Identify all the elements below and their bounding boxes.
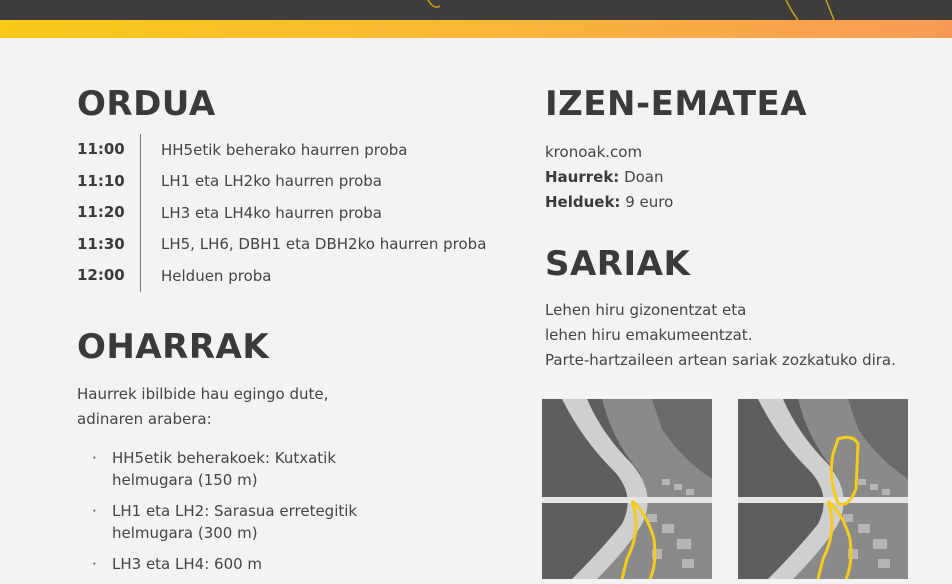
list-item [92,447,422,491]
schedule-desc: LH5, LH6, DBH1 eta DBH2ko haurren proba [161,235,487,254]
header-decoration [0,0,952,20]
kids-value: Doan [624,168,664,186]
list-item-line: helmugara (150 m) [112,471,258,489]
schedule-desc: Helduen proba [161,266,272,285]
prizes-line: lehen hiru emakumeentzat. [545,326,753,344]
schedule-list [77,134,486,292]
list-item [92,500,422,544]
list-item-line: LH1 eta LH2: Sarasua erretegitik [112,502,358,520]
kids-label: Haurrek: [545,168,620,186]
header-color-stripe [0,20,952,38]
header-bar [0,0,952,20]
list-item-line: LH3 eta LH4: 600 m [112,555,263,573]
schedule-row [77,134,486,166]
schedule-desc: LH3 eta LH4ko haurren proba [161,203,382,222]
schedule-time: 11:10 [77,166,141,198]
list-item-line: HH5etik beherakoek: Kutxatik [112,449,337,467]
bullet-dot: · [92,502,97,520]
route-map-long [738,399,908,579]
adults-label: Helduek: [545,193,621,211]
schedule-desc: LH1 eta LH2ko haurren proba [161,172,382,191]
registration-heading: IZEN-EMATEA [545,84,808,124]
schedule-row [77,166,486,198]
registration-site[interactable]: kronoak.com [545,143,643,161]
prizes-line: Parte-hartzaileen artean sariak zozkatuko dira. [545,351,896,369]
prizes-line: Lehen hiru gizonentzat eta [545,301,747,319]
schedule-time: 11:00 [77,134,141,166]
schedule-time: 11:30 [77,229,141,261]
list-item-line: helmugara (300 m) [112,524,258,542]
notes-intro-line: adinaren arabera: [77,410,212,428]
notes-intro-line: Haurrek ibilbide hau egingo dute, [77,385,329,403]
schedule-desc: HH5etik beherako haurren proba [161,140,408,159]
prizes-heading: SARIAK [545,244,691,284]
notes-heading: OHARRAK [77,327,270,367]
list-item [92,553,422,575]
adults-value: 9 euro [625,193,674,211]
route-map-image [542,399,712,579]
schedule-heading: ORDUA [77,84,216,124]
schedule-row [77,197,486,229]
prizes-text [545,298,896,373]
bullet-dot: · [92,555,97,573]
bullet-dot: · [92,449,97,467]
notes-intro [77,382,328,432]
schedule-row [77,260,486,292]
route-map-short [542,399,712,579]
schedule-time: 12:00 [77,260,141,292]
schedule-row [77,229,486,261]
route-map-image [738,399,908,579]
notes-list [92,447,422,584]
registration-info [545,140,673,215]
schedule-time: 11:20 [77,197,141,229]
